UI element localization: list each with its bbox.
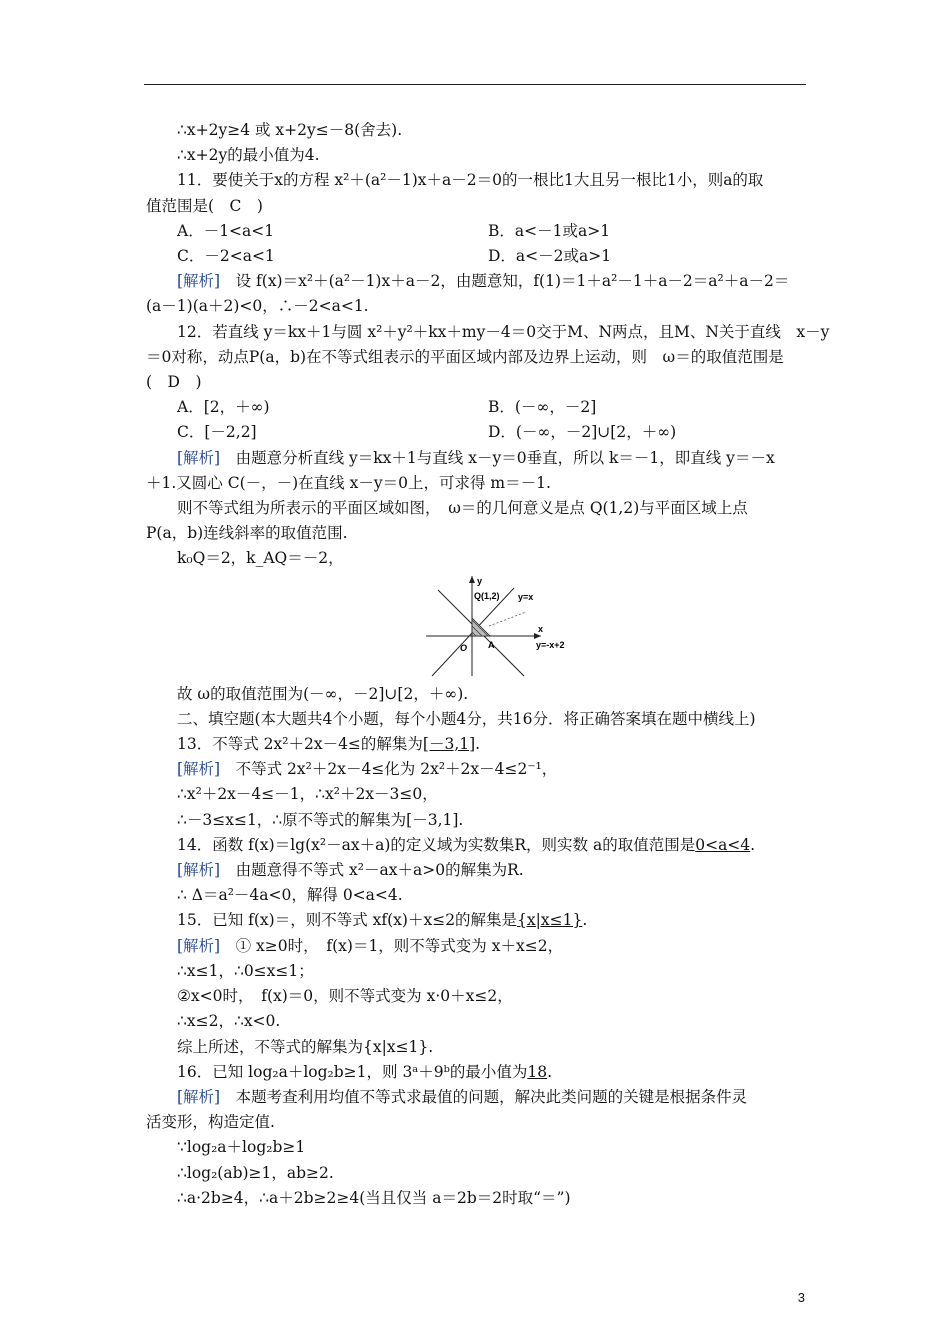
graph-svg: [426, 574, 596, 678]
axis-x-label: x: [538, 623, 544, 634]
line-yx-label: y=x: [518, 591, 534, 602]
line-text: ∴x²＋2x－4≤－1，∴x²＋2x－3≤0，: [177, 785, 438, 804]
line-text: ∴－3≤x≤1，∴原不等式的解集为[－3,1].: [177, 810, 464, 829]
analysis-tag: [解析]: [177, 861, 221, 880]
line-text: 则不等式组为所表示的平面区域如图， ω＝的几何意义是点 Q(1,2)与平面区域上点: [177, 499, 748, 518]
text-line: [146, 294, 806, 319]
text-line: [146, 345, 806, 370]
line-text: 二、填空题(本大题共4个小题，每个小题4分，共16分．将正确答案填在题中横线上): [177, 709, 756, 728]
line-text: (a－1)(a＋2)<0，∴－2<a<1.: [146, 297, 369, 316]
text-line: [146, 1161, 806, 1186]
text-line: [146, 446, 806, 471]
line-text: k₀Q＝2，k_AQ＝－2，: [177, 549, 344, 568]
line-text: P(a，b)连线斜率的取值范围.: [146, 524, 348, 543]
analysis-tag: [解析]: [177, 448, 221, 467]
line-text: 14．函数 f(x)＝lg(x²－ax＋a)的定义域为实数集R，则实数 a的取值范围是: [177, 835, 696, 854]
line-text: 故 ω的取值范围为(－∞，－2]∪[2，＋∞).: [177, 684, 469, 703]
analysis-tag: [解析]: [177, 1087, 221, 1106]
line-text: ∴x+2y≥4 或 x+2y≤－8(舍去).: [177, 121, 403, 139]
option-left: C．[－2,2]: [177, 423, 257, 442]
line-text: ②x<0时， f(x)＝0，则不等式变为 x·0＋x≤2，: [177, 987, 513, 1006]
text-line: [146, 496, 806, 521]
text-line: [146, 1060, 806, 1085]
options-row: [146, 219, 806, 244]
feasible-region-figure: [146, 572, 806, 682]
point-a-label: A: [488, 639, 495, 650]
text-line: [146, 1035, 806, 1060]
option-right: B．a<－1或a>1: [488, 221, 611, 240]
text-line: [146, 168, 806, 193]
text-line: [146, 1186, 806, 1211]
line-text: ＋1.又圆心 C(－，－)在直线 x－y＝0上，可求得 m＝－1.: [146, 473, 551, 492]
line-text: ∵log₂a＋log₂b≥1: [177, 1138, 306, 1157]
text-line: [146, 707, 806, 732]
line-text: ∴log₂(ab)≥1，ab≥2.: [177, 1163, 334, 1182]
text-line: [146, 682, 806, 707]
line-text: 16．已知 log₂a＋log₂b≥1，则 3ᵃ＋9ᵇ的最小值为: [177, 1062, 528, 1081]
line-text: 由题意分析直线 y＝kx＋1与直线 x－y＝0垂直，所以 k＝－1，即直线 y＝－x: [220, 448, 775, 467]
text-line: [146, 521, 806, 546]
header-rule: [144, 84, 806, 85]
line-text: 15．已知 f(x)＝，则不等式 xf(x)＋x≤2的解集是: [177, 911, 518, 930]
text-line: [146, 732, 806, 757]
text-line: [146, 370, 806, 395]
line-text: 不等式 2x²＋2x－4≤化为 2x²＋2x－4≤2⁻¹，: [220, 760, 558, 779]
text-line: [146, 1110, 806, 1135]
answer-underlined: 0<a<4: [695, 835, 751, 854]
line-text: ① x≥0时， f(x)＝1，则不等式变为 x＋x≤2，: [220, 936, 564, 955]
document-body: [146, 118, 830, 1211]
answer-underlined: [－3,1]: [422, 735, 476, 754]
text-line: [146, 471, 806, 496]
line-text: 本题考查利用均值不等式求最值的问题，解决此类问题的关键是根据条件灵: [220, 1087, 748, 1106]
line-text: ∴ Δ＝a²－4a<0，解得 0<a<4.: [177, 886, 403, 905]
analysis-tag: [解析]: [177, 936, 221, 955]
axis-y-label: y: [477, 575, 483, 586]
text-line: [146, 546, 806, 571]
text-line: [146, 1085, 806, 1110]
line-text: 13．不等式 2x²＋2x－4≤的解集为: [177, 735, 423, 754]
option-left: A．[2，＋∞): [177, 398, 270, 417]
answer-period: .: [547, 1062, 553, 1081]
line-text: ＝0对称，动点P(a，b)在不等式组表示的平面区域内部及边界上运动，则 ω＝的取值范围是: [146, 347, 784, 366]
answer-underlined: 18: [527, 1062, 548, 1081]
text-line: [146, 1135, 806, 1160]
text-line: [146, 833, 806, 858]
text-line: [146, 757, 806, 782]
answer-period: .: [475, 735, 481, 754]
line-text: ∴x≤1，∴0≤x≤1；: [177, 961, 314, 980]
text-line: [146, 320, 830, 345]
origin-label: O: [460, 642, 468, 653]
text-line: [146, 959, 806, 984]
text-line: [146, 883, 806, 908]
line-text: 设 f(x)＝x²＋(a²－1)x＋a－2，由题意知，f(1)＝1＋a²－1＋a－2＝a²＋a－2＝: [220, 272, 790, 291]
line-text: ( D ): [146, 373, 202, 392]
analysis-tag: [解析]: [177, 272, 221, 291]
line-text: 活变形，构造定值.: [146, 1113, 275, 1132]
option-left: A．－1<a<1: [177, 221, 275, 240]
text-line: [146, 269, 806, 294]
option-right: B．(－∞，－2]: [488, 398, 597, 417]
point-q-label: Q(1,2): [474, 590, 500, 601]
text-line: [146, 808, 806, 833]
line-text: ∴a·2b≥4，∴a＋2b≥2≥4(当且仅当 a＝2b＝2时取“＝”): [177, 1188, 571, 1207]
text-line: [146, 984, 806, 1009]
option-right: D．(－∞，－2]∪[2，＋∞): [488, 423, 677, 442]
line-text: 值范围是( C ): [146, 196, 263, 215]
text-line: [146, 118, 806, 143]
answer-period: .: [582, 911, 588, 930]
text-line: [146, 934, 806, 959]
line-text: 12．若直线 y＝kx＋1与圆 x²＋y²＋kx＋my－4＝0交于M、N两点，且M、N关于直线 x－y: [177, 322, 830, 341]
options-row: [146, 244, 806, 269]
answer-period: .: [750, 835, 756, 854]
options-row: [146, 395, 806, 420]
text-line: [146, 143, 806, 168]
option-right: D．a<－2或a>1: [488, 247, 612, 266]
text-line: [146, 194, 806, 219]
option-left: C．－2<a<1: [177, 247, 275, 266]
line-text: ∴x+2y的最小值为4.: [177, 146, 320, 165]
text-line: [146, 782, 806, 807]
line-text: 综上所述，不等式的解集为{x|x≤1}.: [177, 1037, 434, 1056]
text-line: [146, 858, 806, 883]
options-row: [146, 420, 806, 445]
analysis-tag: [解析]: [177, 760, 221, 779]
line-yneg-label: y=-x+2: [536, 639, 565, 650]
line-text: 11．要使关于x的方程 x²＋(a²－1)x＋a－2＝0的一根比1大且另一根比1小，则a的取: [177, 171, 764, 190]
text-line: [146, 908, 806, 933]
page-number: 3: [797, 1290, 805, 1305]
answer-underlined: {x|x≤1}: [517, 911, 583, 930]
text-line: [146, 1009, 806, 1034]
line-text: 由题意得不等式 x²－ax＋a>0的解集为R.: [220, 861, 524, 880]
line-text: ∴x≤2，∴x<0.: [177, 1012, 281, 1031]
